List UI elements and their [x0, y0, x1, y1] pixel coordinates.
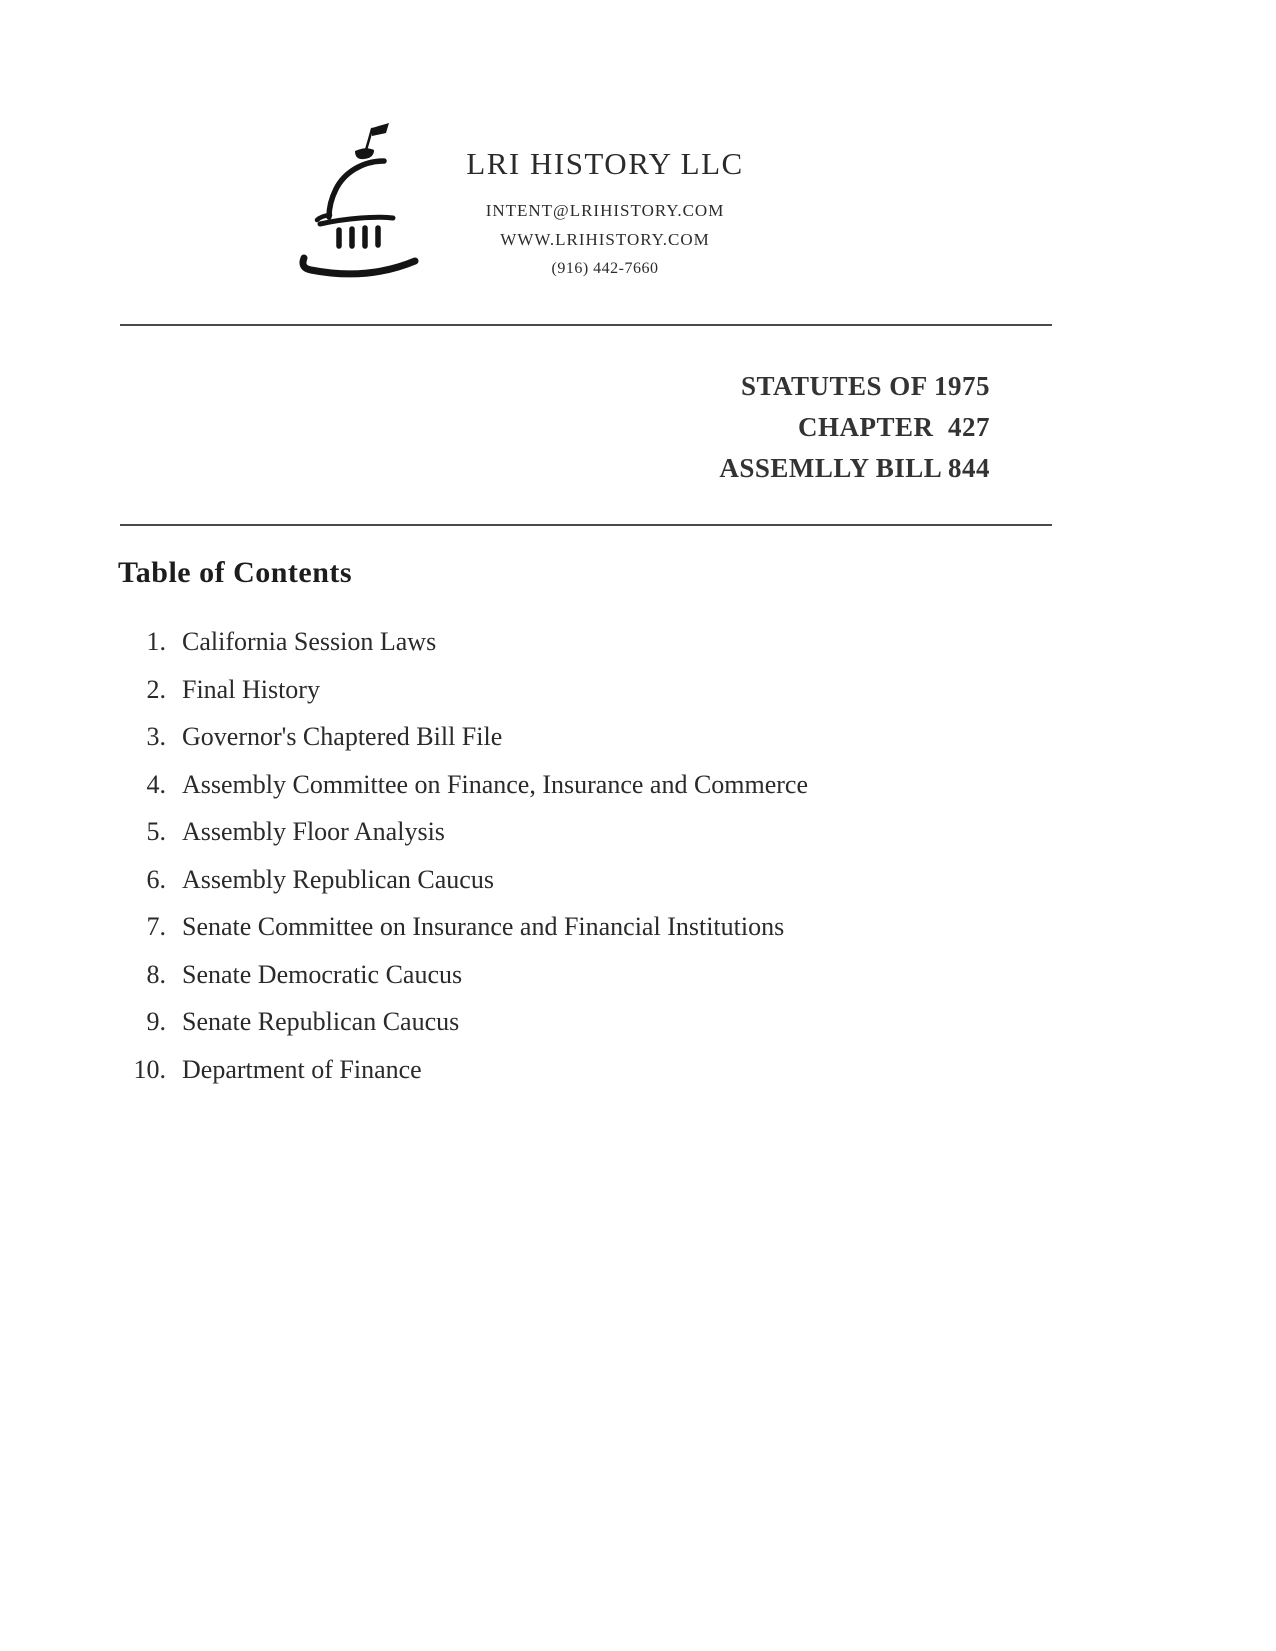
company-email: INTENT@LRIHISTORY.COM: [485, 201, 725, 220]
company-name: LRI HISTORY LLC: [466, 146, 744, 181]
toc-item: [118, 713, 1158, 761]
letterhead: [438, 146, 772, 284]
toc-item-label: Assembly Republican Caucus: [182, 864, 494, 894]
toc-item-number: 5.: [146, 817, 166, 846]
toc-item-number: 1.: [146, 627, 166, 656]
toc-item: [118, 1046, 1158, 1094]
toc-item-number: 8.: [146, 959, 166, 989]
toc-item-label: Assembly Floor Analysis: [182, 817, 445, 846]
title-block: [719, 366, 990, 489]
toc-item: [118, 618, 1158, 666]
statutes-line: STATUTES OF 1975: [740, 371, 990, 401]
toc-item-number: 6.: [146, 864, 166, 894]
capitol-logo-icon: [292, 120, 442, 290]
toc-item-number: 9.: [146, 1007, 166, 1036]
company-phone: (916) 442-7660: [551, 260, 659, 277]
toc-item: [118, 666, 1158, 714]
table-of-contents: [118, 556, 1158, 1093]
bill-line: ASSEMLLY BILL 844: [719, 453, 990, 483]
toc-item-label: Governor's Chaptered Bill File: [182, 722, 503, 751]
toc-item: [118, 951, 1158, 999]
divider-top: [120, 324, 1052, 326]
toc-item: [118, 903, 1158, 951]
toc-item-number: 3.: [146, 722, 166, 751]
toc-item: [118, 808, 1158, 856]
toc-item-label: Assembly Committee on Finance, Insurance and Commerce: [182, 769, 809, 799]
toc-item-label: Senate Republican Caucus: [182, 1007, 460, 1036]
divider-bottom: [120, 524, 1052, 526]
toc-item-label: Final History: [182, 674, 320, 704]
toc-item: [118, 998, 1158, 1046]
toc-item-number: 4.: [146, 769, 166, 799]
toc-item-label: California Session Laws: [182, 627, 437, 656]
toc-item-number: 7.: [146, 912, 166, 941]
toc-item: [118, 761, 1158, 809]
toc-item-label: Senate Committee on Insurance and Financial Institutions: [182, 912, 785, 941]
chapter-line: CHAPTER 427: [797, 412, 990, 442]
toc-item-label: Senate Democratic Caucus: [182, 959, 463, 989]
toc-item-number: 2.: [146, 674, 166, 704]
toc-heading: Table of Contents: [118, 556, 353, 589]
toc-item-label: Department of Finance: [182, 1054, 422, 1084]
company-website: WWW.LRIHISTORY.COM: [500, 230, 710, 249]
toc-item: [118, 856, 1158, 904]
toc-item-number: 10.: [133, 1054, 166, 1084]
